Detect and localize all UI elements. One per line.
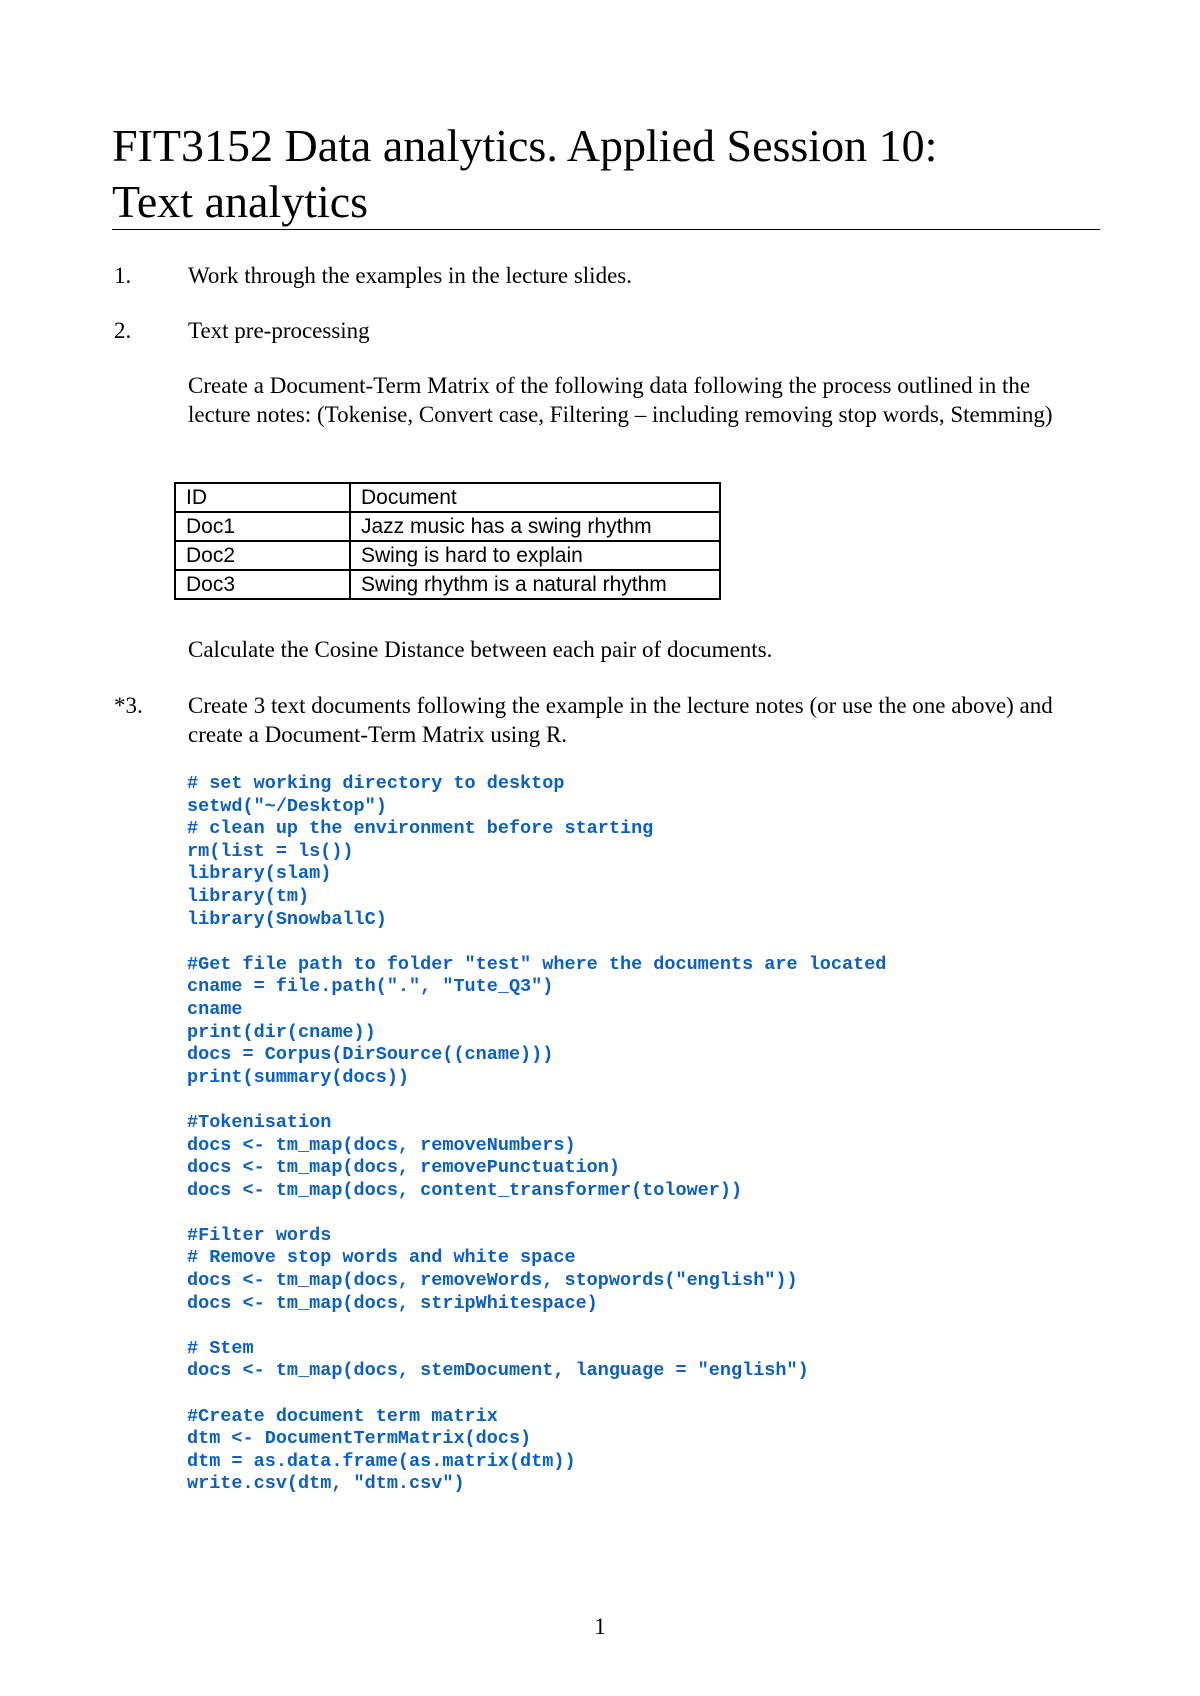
code-line: #Get file path to folder "test" where the documents are located [187, 953, 887, 975]
code-line: library(SnowballC) [187, 908, 387, 930]
code-line: # clean up the environment before starting [187, 818, 654, 840]
table-cell-document: Jazz music has a swing rhythm [350, 512, 720, 541]
code-line: library(slam) [187, 863, 332, 885]
code-line [187, 1315, 198, 1336]
code-line [187, 1383, 198, 1404]
code-line: #Filter words [187, 1224, 332, 1246]
code-line: # Remove stop words and white space [187, 1247, 576, 1269]
code-line: docs <- tm_map(docs, stemDocument, language = "english") [187, 1360, 809, 1382]
code-line: docs <- tm_map(docs, stripWhitespace) [187, 1292, 598, 1314]
code-line: write.csv(dtm, "dtm.csv") [187, 1473, 465, 1495]
documents-table [174, 482, 721, 600]
item-3-number: *3. [114, 693, 143, 718]
item-2-paragraph: Create a Document-Term Matrix of the following data following the process outlined in the lecture notes: (Tokenise, Convert case, Filtering – including removing stop words, Stemming) [188, 373, 1053, 427]
item-3-text: Create 3 text documents following the example in the lecture notes (or use the one above) and create a Document-Term Matrix using R. [188, 693, 1053, 747]
code-line: cname = file.path(".", "Tute_Q3") [187, 976, 554, 998]
table-cell-id: Doc3 [175, 570, 350, 599]
table-row [175, 570, 720, 599]
table-row [175, 512, 720, 541]
code-line [187, 1202, 198, 1223]
code-line: rm(list = ls()) [187, 840, 354, 862]
table-header-document: Document [350, 483, 720, 512]
code-line [187, 931, 198, 952]
code-line: setwd("~/Desktop") [187, 795, 387, 817]
code-line: docs <- tm_map(docs, removePunctuation) [187, 1157, 620, 1179]
code-line [187, 1089, 198, 1110]
item-1-text: Work through the examples in the lecture slides. [188, 263, 632, 288]
code-line: print(summary(docs)) [187, 1066, 410, 1088]
item-2-heading: Text pre-processing [188, 318, 370, 343]
item-1-number: 1. [114, 263, 132, 288]
title-line-1: FIT3152 Data analytics. Applied Session 10: [112, 120, 938, 171]
table-cell-id: Doc1 [175, 512, 350, 541]
r-code-block [187, 773, 886, 1496]
item-2-number: 2. [114, 318, 132, 343]
code-line: docs <- tm_map(docs, content_transformer(tolower)) [187, 1179, 743, 1201]
code-line: # set working directory to desktop [187, 773, 565, 794]
code-line: # Stem [187, 1337, 254, 1359]
title-line-2: Text analytics [112, 176, 369, 227]
table-header-id: ID [175, 483, 350, 512]
page-number: 1 [594, 1614, 606, 1639]
code-line: library(tm) [187, 885, 310, 907]
table-row [175, 541, 720, 570]
code-line: dtm <- DocumentTermMatrix(docs) [187, 1428, 532, 1450]
title-underline [112, 229, 1100, 230]
code-line: docs <- tm_map(docs, removeWords, stopwords("english")) [187, 1270, 798, 1292]
table-header-row [175, 483, 720, 512]
code-line: docs <- tm_map(docs, removeNumbers) [187, 1134, 576, 1156]
code-line: #Tokenisation [187, 1111, 332, 1133]
code-line: cname [187, 998, 243, 1020]
code-line: #Create document term matrix [187, 1405, 498, 1427]
page-title [112, 118, 1102, 230]
table-cell-id: Doc2 [175, 541, 350, 570]
code-line: print(dir(cname)) [187, 1021, 376, 1043]
item-2-after-table: Calculate the Cosine Distance between each pair of documents. [188, 637, 773, 662]
table-cell-document: Swing rhythm is a natural rhythm [350, 570, 720, 599]
code-line: docs = Corpus(DirSource((cname))) [187, 1044, 554, 1066]
table-cell-document: Swing is hard to explain [350, 541, 720, 570]
code-line: dtm = as.data.frame(as.matrix(dtm)) [187, 1450, 576, 1472]
